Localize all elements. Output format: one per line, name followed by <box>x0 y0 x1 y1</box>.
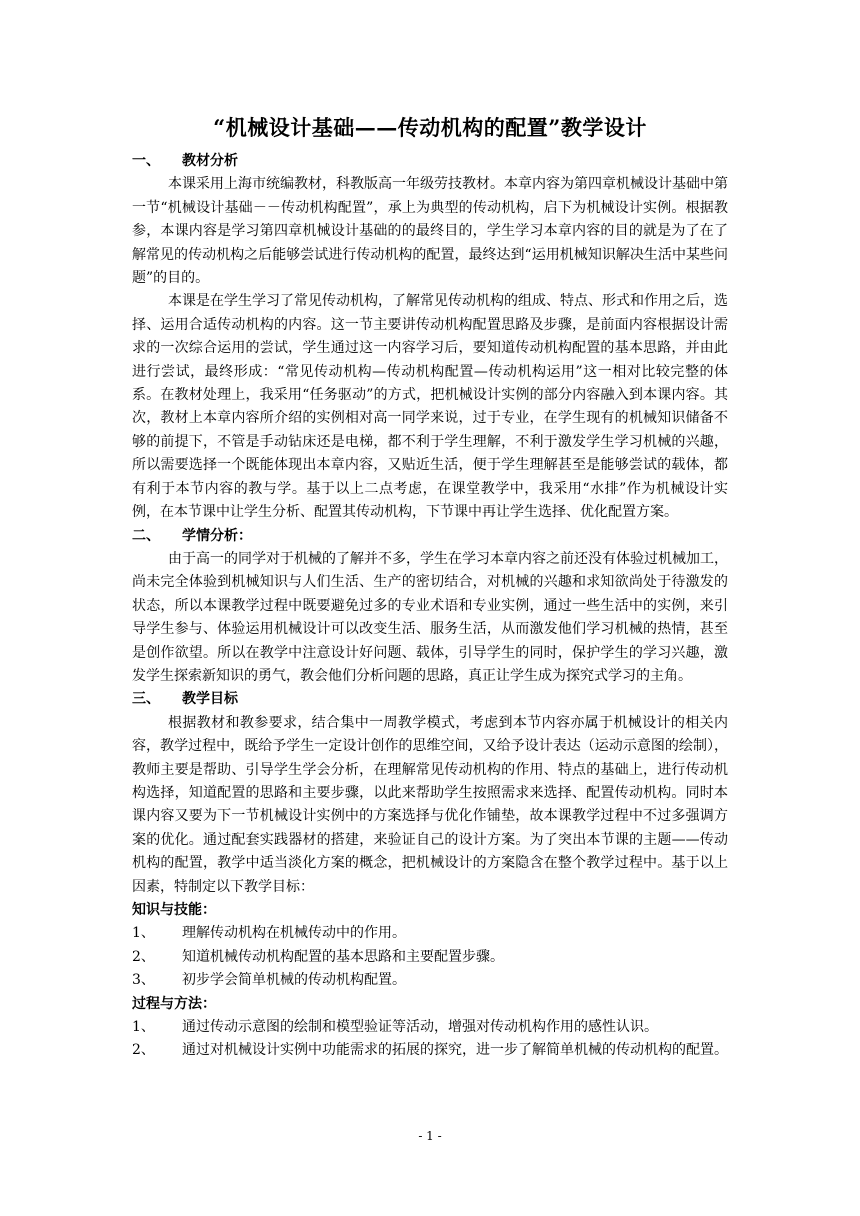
list-number: 2、 <box>132 948 155 965</box>
paragraph: 由于高一的同学对于机械的了解并不多，学生在学习本章内容之前还没有体验过机械加工，尚未完全体验到机械知识与人们生活、生产的密切结合，对机械的兴趣和求知欲尚处于待激发的状态，所以本课教学过程中既要避免过多的专业术语和专业实例，通过一些生活中的实例，来引导学生参与、体验运用机械设计可以改变生活、服务生活，从而激发他们学习机械的热情，甚至是创作欲望。所以在教学中注意设计好问题、载体，引导学生的同时，保护学生的学习兴趣，激发学生探索新知识的勇气，教会他们分析问题的思路，真正让学生成为探究式学习的主角。 <box>132 550 728 684</box>
list-text: 通过传动示意图的绘制和模型验证等活动，增强对传动机构作用的感性认识。 <box>182 1019 658 1036</box>
section-title: 教学目标 <box>182 691 238 708</box>
document-title: “机械设计基础——传动机构的配置”教学设计 <box>213 115 647 140</box>
goal-subheading: 过程与方法： <box>132 995 216 1012</box>
list-item <box>132 969 728 992</box>
goal-subheading: 知识与技能： <box>132 902 216 918</box>
section-number: 三、 <box>132 691 160 708</box>
list-number: 1、 <box>132 1019 155 1036</box>
list-number: 1、 <box>132 925 155 942</box>
section-title: 教材分析 <box>182 153 238 169</box>
section-number: 一、 <box>132 153 160 169</box>
list-item <box>132 946 728 969</box>
document-body <box>132 150 728 1063</box>
paragraph: 本课采用上海市统编教材，科教版高一年级劳技教材。本章内容为第四章机械设计基础中第一节“机械设计基础－－传动机构配置”，承上为典型的传动机构，启下为机械设计实例。根据教参，本课内容是学习第四章机械设计基础的的最终目的，学生学习本章内容的目的就是为了在了解常见的传动机构之后能够尝试进行传动机构的配置，最终达到“运用机械知识解决生活中某些问题”的目的。 <box>132 176 728 287</box>
paragraph: 本课是在学生学习了常见传动机构，了解常见传动机构的组成、特点、形式和作用之后，选择、运用合适传动机构的内容。这一节主要讲传动机构配置思路及步骤，是前面内容根据设计需求的一次综合运用的尝试，学生通过这一内容学习后，要知道传动机构配置的基本思路，并由此进行尝试，最终形成：“常见传动机构—传动机构配置—传动机构运用”这一相对比较完整的体系。在教材处理上，我采用“任务驱动”的方式，把机械设计实例的部分内容融入到本课内容。其次，教材上本章内容所介绍的实例相对高一同学来说，过于专业，在学生现有的机械知识储备不够的前提下，不管是手动钻床还是电梯，都不利于学生理解，不利于激发学生学习机械的兴趣，所以需要选择一个既能体现出本章内容，又贴近生活，便于学生理解甚至是能够尝试的载体，都有利于本节内容的教与学。基于以上二点考虑，在课堂教学中，我采用“水排”作为机械设计实例，在本节课中让学生分析、配置其传动机构，下节课中再让学生选择、优化配置方案。 <box>132 293 728 521</box>
list-text: 通过对机械设计实例中功能需求的拓展的探究，进一步了解简单机械的传动机构的配置。 <box>182 1042 728 1059</box>
page-number: - 1 - <box>418 1129 442 1143</box>
paragraph: 根据教材和教参要求，结合集中一周教学模式，考虑到本节内容亦属于机械设计的相关内容，教学过程中，既给予学生一定设计创作的思维空间，又给予设计表达（运动示意图的绘制），教师主要是帮助、引导学生学会分析，在理解常见传动机构的作用、特点的基础上，进行传动机构选择，知道配置的思路和主要步骤，以此来帮助学生按照需求来选择、配置传动机构。同时本课内容又要为下一节机械设计实例中的方案选择与优化作铺垫，故本课教学过程中不过多强调方案的优化。通过配套实践器材的搭建，来验证自己的设计方案。为了突出本节课的主题——传动机构的配置，教学中适当淡化方案的概念，把机械设计的方案隐含在整个教学过程中。基于以上因素，特制定以下教学目标： <box>132 714 728 895</box>
section-heading <box>132 150 728 173</box>
list-number: 2、 <box>132 1042 155 1059</box>
list-item <box>132 922 728 945</box>
section-number: 二、 <box>132 527 160 544</box>
section-heading <box>132 525 728 548</box>
list-text: 初步学会简单机械的传动机构配置。 <box>182 972 406 989</box>
list-item <box>132 1039 728 1062</box>
list-item <box>132 1016 728 1039</box>
section-title: 学情分析： <box>182 527 252 544</box>
list-text: 理解传动机构在机械传动中的作用。 <box>182 925 406 942</box>
list-number: 3、 <box>132 972 155 989</box>
section-heading <box>132 688 728 711</box>
list-text: 知道机械传动机构配置的基本思路和主要配置步骤。 <box>182 948 504 965</box>
